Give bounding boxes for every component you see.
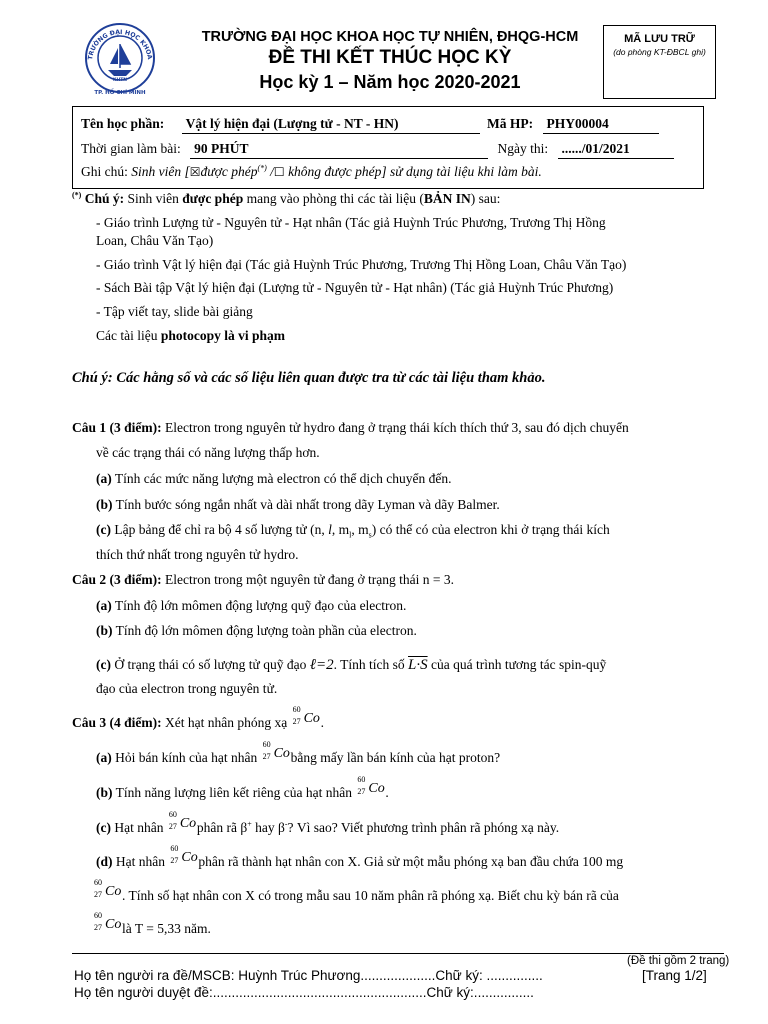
q2-a-label: (a) [96, 598, 112, 613]
q3-a [96, 740, 501, 767]
author-line: Họ tên người ra đề/MSCB: Huỳnh Trúc Phương....................Chữ ký: ............... [74, 968, 543, 983]
constants-note: Chú ý: Các hằng số và các số liệu liên quan được tra từ các tài liệu tham khảo. [72, 370, 546, 386]
co60-nuclide: 60 27 Co [94, 911, 122, 932]
course-value: Vật lý hiện đại (Lượng tử - NT - HN) [182, 115, 480, 134]
q1-line-2: về các trạng thái có năng lượng thấp hơn. [96, 445, 320, 460]
exam-title: ĐỀ THI KẾT THÚC HỌC KỲ [268, 47, 512, 68]
q1-c-b: , m [331, 522, 350, 537]
q3-c-label: (c) [96, 820, 111, 835]
q1-c [96, 521, 610, 541]
q2-b [96, 622, 417, 640]
q3-d-line3-text: là T = 5,33 năm. [122, 921, 211, 936]
q1-label: Câu 1 (3 điểm): [72, 420, 162, 435]
notes-intro [72, 190, 500, 208]
time-label: Thời gian làm bài: [81, 141, 181, 156]
q1-a-text: Tính các mức năng lượng mà electron có thể dịch chuyển đến. [111, 471, 452, 486]
q1-line-1 [72, 419, 629, 437]
co60-nuclide: 60 27 Co [292, 705, 320, 726]
q3-d-line-3 [94, 911, 211, 938]
q3-d-label: (d) [96, 854, 113, 869]
notes-intro-b: mang vào phòng thi các tài liệu ( [243, 191, 424, 206]
pages-note: (Đề thi gồm 2 trang) [627, 955, 730, 967]
q1-c-d: ) có thể có của electron khi ở trạng thái kích [371, 522, 610, 537]
notes-intro-label: Chú ý: [84, 191, 125, 206]
q1-c-sub-s: s [368, 530, 372, 540]
q2-c [96, 655, 606, 675]
material-1-line-1: - Giáo trình Lượng tử - Nguyên tử - Hạt nhân (Tác giả Huỳnh Trúc Phương, Trương Thị Hồng [96, 215, 606, 230]
q3-c-plus: + [247, 819, 252, 829]
note-sep: / [266, 164, 274, 179]
material-1-line-2: Loan, Châu Văn Tạo) [96, 233, 214, 248]
q2-c-b: . Tính tích số [333, 657, 408, 672]
q3-c-post: phân rã β [196, 820, 248, 835]
note-label: Ghi chú: [81, 164, 128, 179]
archive-title: MÃ LƯU TRỮ [624, 33, 695, 45]
q1-c-label: (c) [96, 522, 111, 537]
q1-a-label: (a) [96, 471, 112, 486]
logo-center-text: KHTN [112, 78, 128, 83]
notes-intro-c: ) sau: [470, 191, 501, 206]
exam-header [178, 28, 602, 95]
material-2: - Giáo trình Vật lý hiện đại (Tác giả Huỳnh Trúc Phương, Trương Thị Hồng Loan, Châu Văn Tạo) [96, 257, 627, 272]
q3-label: Câu 3 (4 điểm): [72, 715, 162, 730]
q3-a-post: bằng mấy lần bán kính của hạt proton? [290, 750, 501, 765]
q3-a-label: (a) [96, 750, 112, 765]
q3-c-mid: hay β [251, 820, 285, 835]
note-row [81, 163, 542, 181]
q3-d-line2-text: . Tính số hạt nhân con X có trong mẫu sau 10 năm phân rã phóng xạ. Biết chu kỳ bán rã của [122, 888, 619, 903]
archive-code-box [603, 25, 716, 99]
exam-info-box [72, 106, 704, 189]
q2-text: Electron trong một nguyên tử đang ở trạng thái n = 3. [161, 572, 455, 587]
q3-b-pre: Tính năng lượng liên kết riêng của hạt nhân [112, 785, 356, 800]
code-label: Mã HP: [487, 116, 534, 131]
q1-a [96, 470, 452, 488]
co60-nuclide: 60 27 Co [357, 775, 385, 796]
q3-c-pre: Hạt nhân [110, 820, 167, 835]
archive-subtitle: (do phòng KT-ĐBCL ghi) [613, 46, 706, 57]
notes-intro-bold: được phép [182, 191, 244, 206]
co60-nuclide: 60 27 Co [94, 878, 122, 899]
photocopy-bold: photocopy là vi phạm [160, 328, 286, 343]
q1-c-line-2: thích thứ nhất trong nguyên tử hydro. [96, 547, 299, 562]
q3-d-post: phân rã thành hạt nhân con X. Giả sử một mẫu phóng xạ ban đầu chứa 100 mg [198, 854, 624, 869]
q1-b [96, 496, 500, 514]
q3-a-pre: Hỏi bán kính của hạt nhân [111, 750, 261, 765]
logo-bottom-text: TP. HỒ CHÍ MINH [94, 90, 146, 96]
co60-nuclide: 60 27 Co [262, 740, 290, 761]
checked-box-icon: ☒ [189, 165, 201, 179]
course-row [81, 115, 659, 134]
unchecked-box-icon: ☐ [273, 165, 285, 179]
q3-d [96, 844, 624, 871]
photocopy-note [96, 327, 285, 345]
q3-c-end: ? Vì sao? Viết phương trình phân rã phóng xạ này. [287, 820, 560, 835]
co60-nuclide: 60 27 Co [170, 844, 198, 865]
q3-b-label: (b) [96, 785, 113, 800]
q1-text-a: Electron trong nguyên tử hydro đang ở trạng thái kích thích thứ 3, sau đó dịch chuyển [161, 420, 629, 435]
note-pre: Sinh viên [ [131, 164, 190, 179]
reviewer-line: Họ tên người duyệt đề:.........................................................Chữ ký:................ [74, 985, 534, 1000]
q1-b-label: (b) [96, 497, 113, 512]
q3-b-post: . [385, 785, 389, 800]
photocopy-a: Các tài liệu [96, 328, 161, 343]
note-post: không được phép] sử dụng tài liệu khi làm bài. [284, 164, 542, 179]
q2-c-line-2: đạo của electron trong nguyên tử. [96, 681, 278, 696]
page-number: [Trang 1/2] [642, 968, 707, 983]
code-value: PHY00004 [543, 115, 659, 134]
q1-b-text: Tính bước sóng ngắn nhất và dài nhất trong dãy Lyman và dãy Balmer. [112, 497, 500, 512]
q2-c-a: Ở trạng thái có số lượng tử quỹ đạo [110, 657, 310, 672]
university-name: TRƯỜNG ĐẠI HỌC KHOA HỌC TỰ NHIÊN, ĐHQG-HCM [201, 29, 579, 45]
notes-star: (*) [72, 190, 82, 200]
q2-line-1 [72, 571, 454, 589]
q2-c-label: (c) [96, 657, 111, 672]
q2-a [96, 597, 406, 615]
q3-d-pre: Hạt nhân [112, 854, 169, 869]
note-allowed: được phép [200, 164, 258, 179]
q2-c-c: của quá trình tương tác spin-quỹ [427, 657, 607, 672]
notes-intro-a: Sinh viên [124, 191, 183, 206]
q2-a-text: Tính độ lớn mômen động lượng quỹ đạo của electron. [111, 598, 407, 613]
time-row [81, 140, 674, 159]
q3-d-line-2 [94, 878, 619, 905]
notes-intro-bold2: BẢN IN [423, 191, 471, 206]
q3-c-minus: - [284, 819, 288, 829]
q2-b-label: (b) [96, 623, 113, 638]
date-label: Ngày thi: [497, 141, 549, 156]
semester: Học kỳ 1 – Năm học 2020-2021 [259, 72, 521, 92]
q3-c [96, 810, 560, 837]
logo-ring-text: TRƯỜNG ĐẠI HỌC KHOA [87, 28, 153, 61]
material-3: - Sách Bài tập Vật lý hiện đại (Lượng tử - Nguyên tử - Hạt nhân) (Tác giả Huỳnh Trúc Phương) [96, 280, 614, 295]
q1-c-l: l [328, 522, 332, 537]
q3-line-1: Câu 3 (4 điểm): Xét hạt nhân phóng xạ 60 27 Co . [72, 705, 324, 730]
q1-c-sub-l: l [349, 530, 352, 540]
q1-c-a: Lập bảng để chỉ ra bộ 4 số lượng tử (n, [110, 522, 329, 537]
q2-c-ls: L·S [408, 657, 428, 673]
q3-text: Xét hạt nhân phóng xạ [161, 715, 291, 730]
material-4: - Tập viết tay, slide bài giảng [96, 304, 253, 319]
q2-c-eq: ℓ=2 [309, 657, 334, 673]
note-star: (*) [257, 163, 267, 173]
co60-nuclide: 60 27 Co [168, 810, 197, 831]
q3-b [96, 775, 389, 802]
date-value: ....../01/2021 [558, 140, 674, 159]
q2-b-text: Tính độ lớn mômen động lượng toàn phần của electron. [112, 623, 417, 638]
q1-c-c: , m [351, 522, 369, 537]
time-value: 90 PHÚT [190, 140, 488, 159]
q2-label: Câu 2 (3 điểm): [72, 572, 162, 587]
university-logo [68, 18, 172, 98]
course-label: Tên học phần: [81, 116, 165, 131]
